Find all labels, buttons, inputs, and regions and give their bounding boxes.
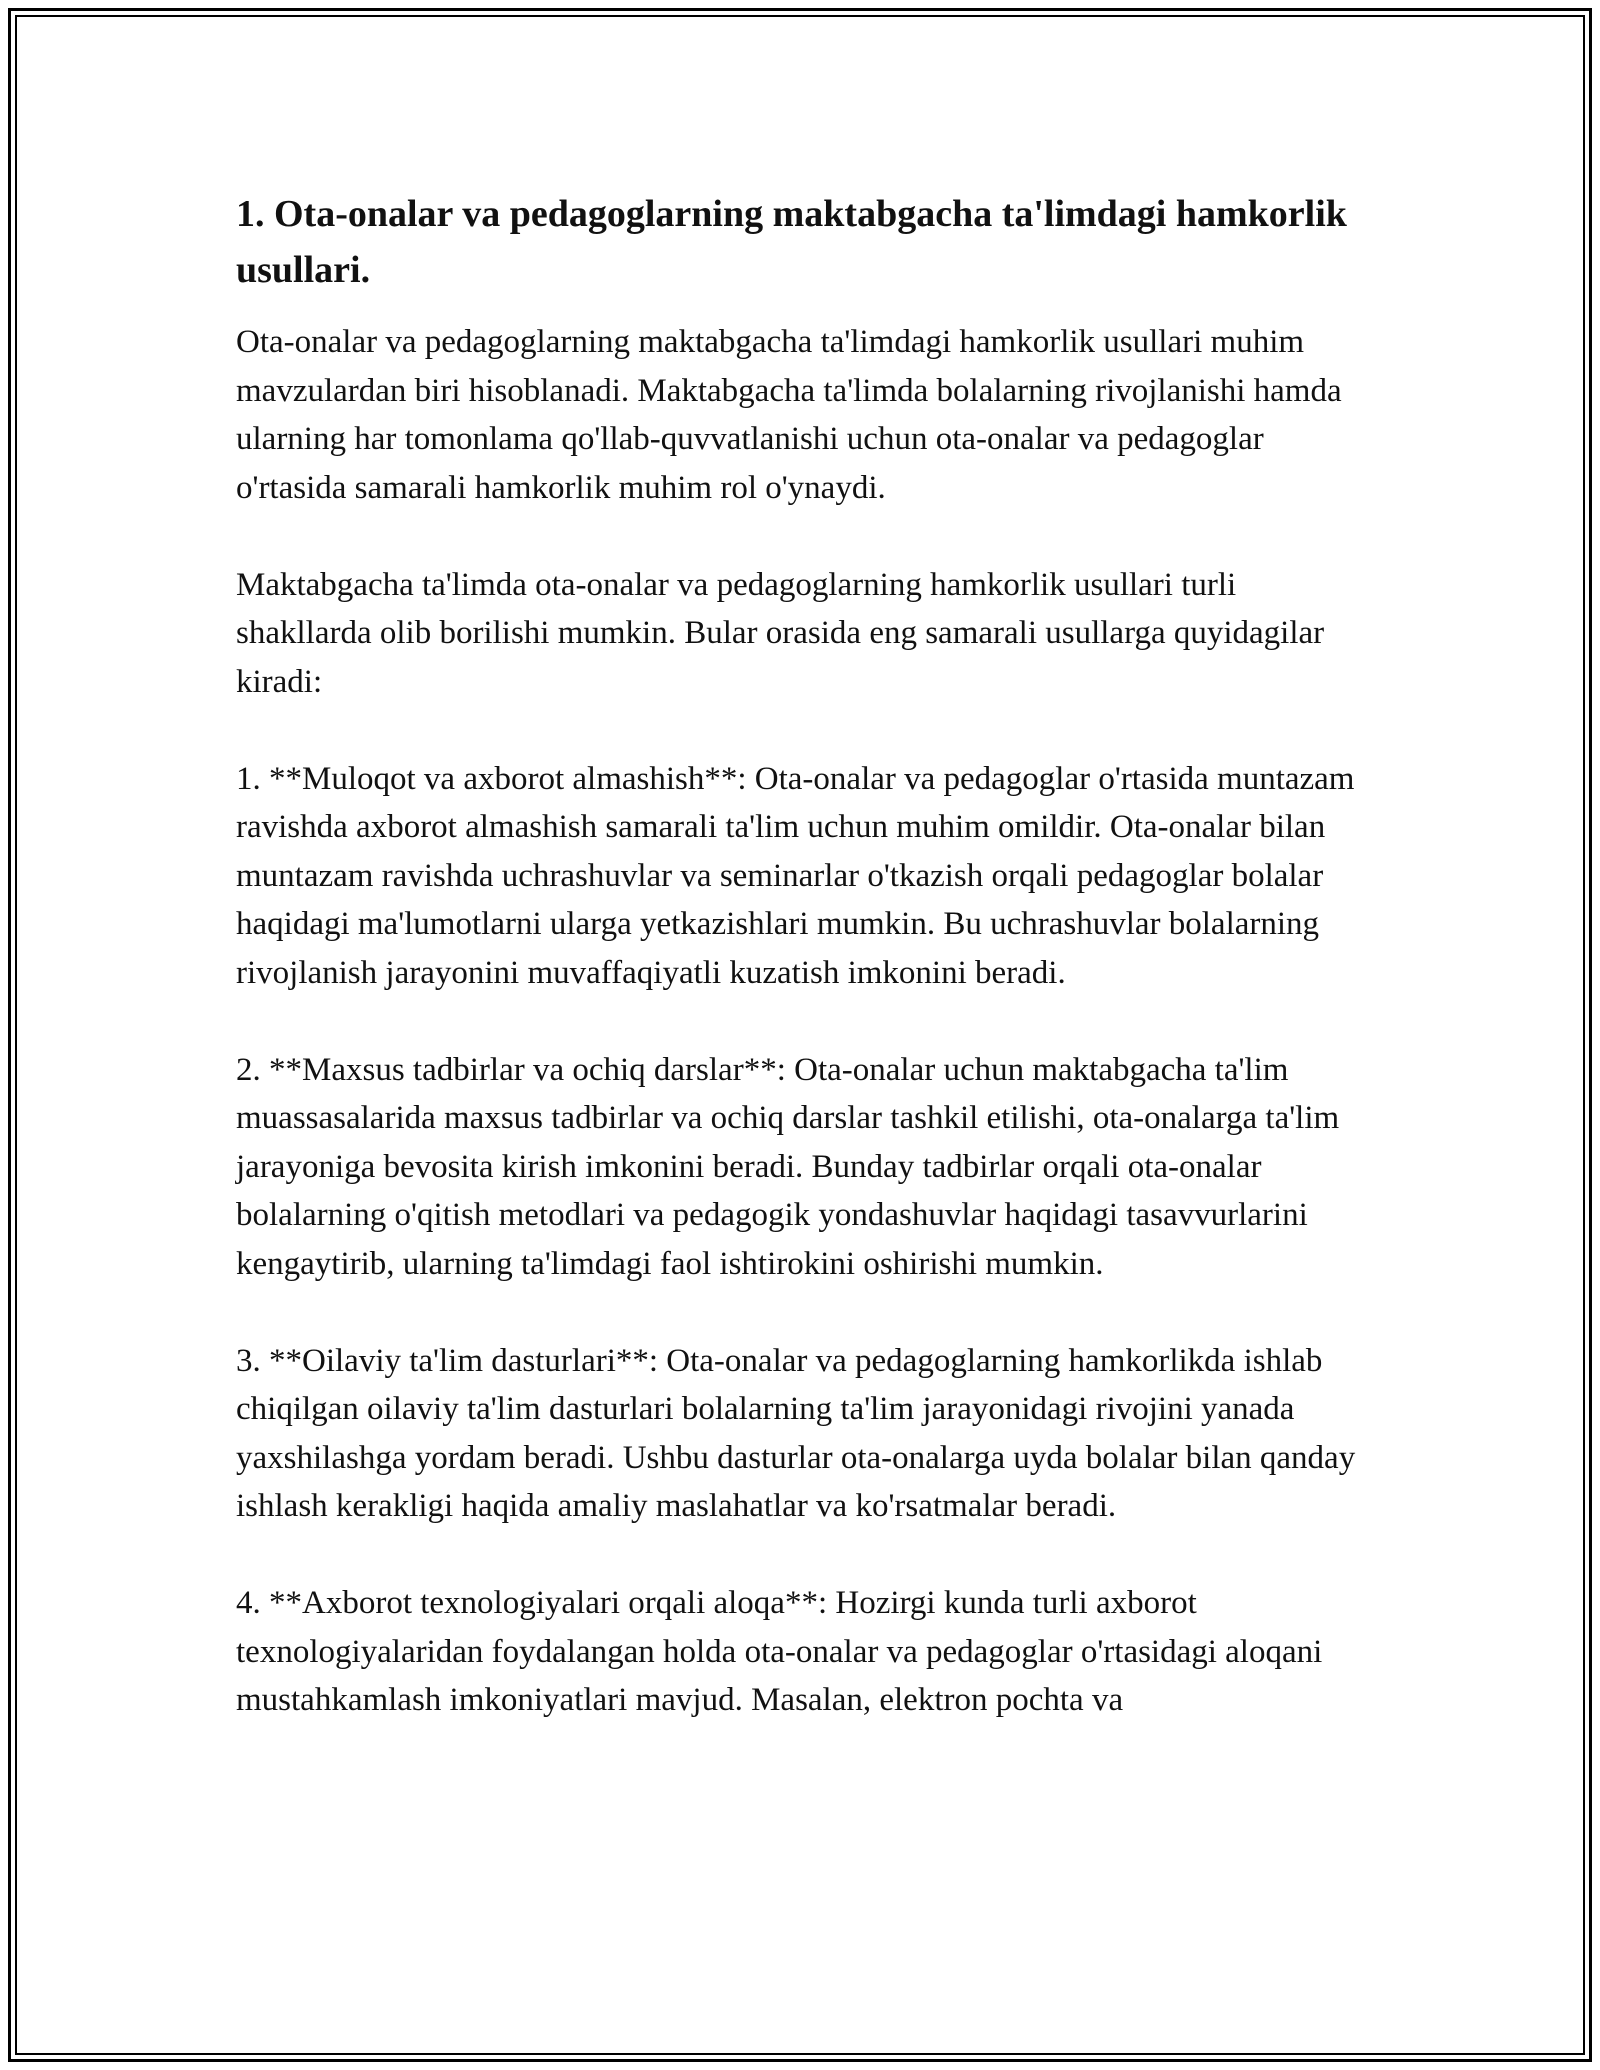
paragraph-forms: Maktabgacha ta'limda ota-onalar va pedagoglarning hamkorlik usullari turli shakllarda olib borilishi mumkin. Bular orasida eng samarali usullarga quyidagilar kiradi: bbox=[236, 566, 1325, 700]
list-item-family-programs: 3. **Oilaviy ta'lim dasturlari**: Ota-onalar va pedagoglarning hamkorlikda ishlab chiqilgan oilaviy ta'lim dasturlari bolalarning ta'lim jarayonidagi rivojini yanada yaxshilashga yordam beradi. Ushbu dasturlar ota-onalarga uyda bolalar bilan qanday ishlash kerakligi haqida amaliy maslahatlar va ko'rsatmalar beradi. bbox=[236, 1342, 1356, 1524]
list-item-communication: 1. **Muloqot va axborot almashish**: Ota-onalar va pedagoglar o'rtasida muntazam ravishda axborot almashish samarali ta'lim uchun muhim omildir. Ota-onalar bilan muntazam ravishda uchrashuvlar va seminarlar o'tkazish orqali pedagoglar bolalar haqidagi ma'lumotlarni ularga yetkazishlari mumkin. Bu uchrashuvlar bolalarning rivojlanish jarayonini muvaffaqiyatli kuzatish imkonini beradi. bbox=[236, 760, 1355, 991]
document-body bbox=[236, 186, 1372, 1725]
list-item-it-communication: 4. **Axborot texnologiyalari orqali aloqa**: Hozirgi kunda turli axborot texnologiyalaridan foydalangan holda ota-onalar va pedagoglar o'rtasidagi aloqani mustahkamlash imkoniyatlari mavjud. Masalan, elektron pochta va bbox=[236, 1585, 1323, 1718]
list-item-special-events: 2. **Maxsus tadbirlar va ochiq darslar**: Ota-onalar uchun maktabgacha ta'lim muassasalarida maxsus tadbirlar va ochiq darslar tashkil etilishi, ota-onalarga ta'lim jarayoniga bevosita kirish imkonini beradi. Bunday tadbirlar orqali ota-onalar bolalarning o'qitish metodlari va pedagogik yondashuvlar haqidagi tasavvurlarini kengaytirib, ularning ta'limdagi faol ishtirokini oshirishi mumkin. bbox=[236, 1051, 1340, 1282]
paragraph-intro: Ota-onalar va pedagoglarning maktabgacha ta'limdagi hamkorlik usullari muhim mavzulardan biri hisoblanadi. Maktabgacha ta'limda bolalarning rivojlanishi hamda ularning har tomonlama qo'llab-quvvatlanishi uchun ota-onalar va pedagoglar o'rtasida samarali hamkorlik muhim rol o'ynaydi. bbox=[236, 324, 1342, 506]
document-title: 1. Ota-onalar va pedagoglarning maktabgacha ta'limdagi hamkorlik usullari. bbox=[236, 193, 1347, 291]
